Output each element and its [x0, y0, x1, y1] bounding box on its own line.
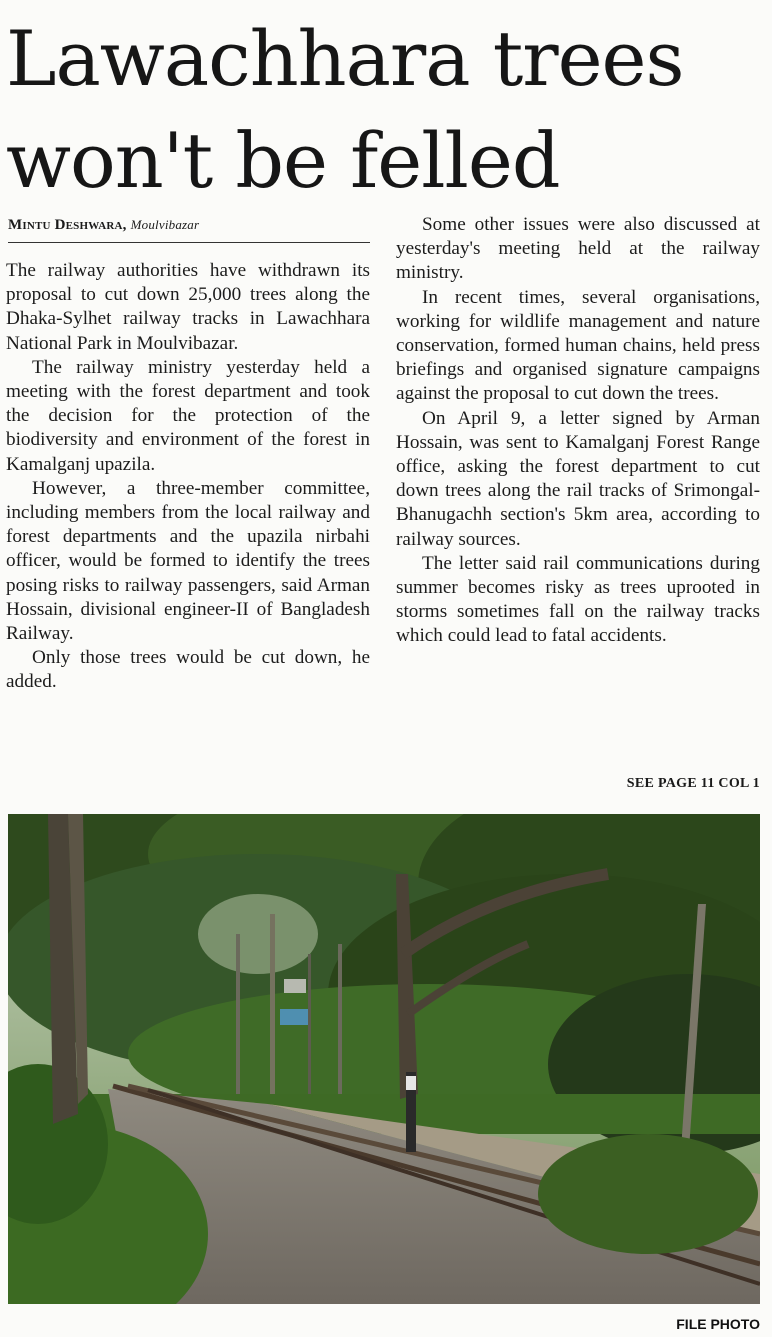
headline: Lawachhara trees won't be felled — [6, 14, 684, 205]
paragraph: The railway authorities have withdrawn its proposal to cut down 25,000 trees along the Dhaka-Sylhet railway tracks in Lawachhara National Park in Moulvibazar. — [6, 260, 370, 354]
byline-place: Moulvibazar — [130, 217, 200, 232]
paragraph: However, a three-member committee, including members from the local railway and forest departments and the upazila nirbahi officer, would be formed to identify the trees posing risks to railway passengers, said Arman Hossain, divisional engineer-II of Bangladesh Railway. — [6, 477, 370, 645]
continuation-note: SEE PAGE 11 COL 1 — [626, 776, 760, 791]
paragraph: On April 9, a letter signed by Arman Hossain, was sent to Kamalganj Forest Range office, asking the forest department to cut down trees along the rail tracks of Srimongal-Bhanugachh section's 5km area, according to railway sources. — [396, 407, 760, 550]
paragraph: In recent times, several organisations, working for wildlife management and nature conservation, formed human chains, held press briefings and organised signature campaigns against the proposal to cut down the trees. — [396, 286, 760, 405]
paragraph: Some other issues were also discussed at yesterday's meeting held at the railway ministry. — [396, 214, 760, 284]
paragraph: The railway ministry yesterday held a meeting with the forest department and took the decision for the protection of the biodiversity and environment of the forest in Kamalganj upazila. — [6, 356, 370, 475]
byline — [8, 217, 370, 243]
article-column-left — [6, 259, 370, 695]
paragraph: The letter said rail communications during summer becomes risky as trees uprooted in storms sometimes fall on the railway tracks which could lead to fatal accidents. — [396, 552, 760, 647]
forest-railway-photo — [8, 814, 760, 1304]
article-column-right — [396, 213, 760, 649]
photo-credit: FILE PHOTO — [676, 1316, 760, 1332]
byline-author: Mintu Deshwara, — [8, 217, 127, 233]
paragraph: Only those trees would be cut down, he added. — [6, 647, 370, 693]
